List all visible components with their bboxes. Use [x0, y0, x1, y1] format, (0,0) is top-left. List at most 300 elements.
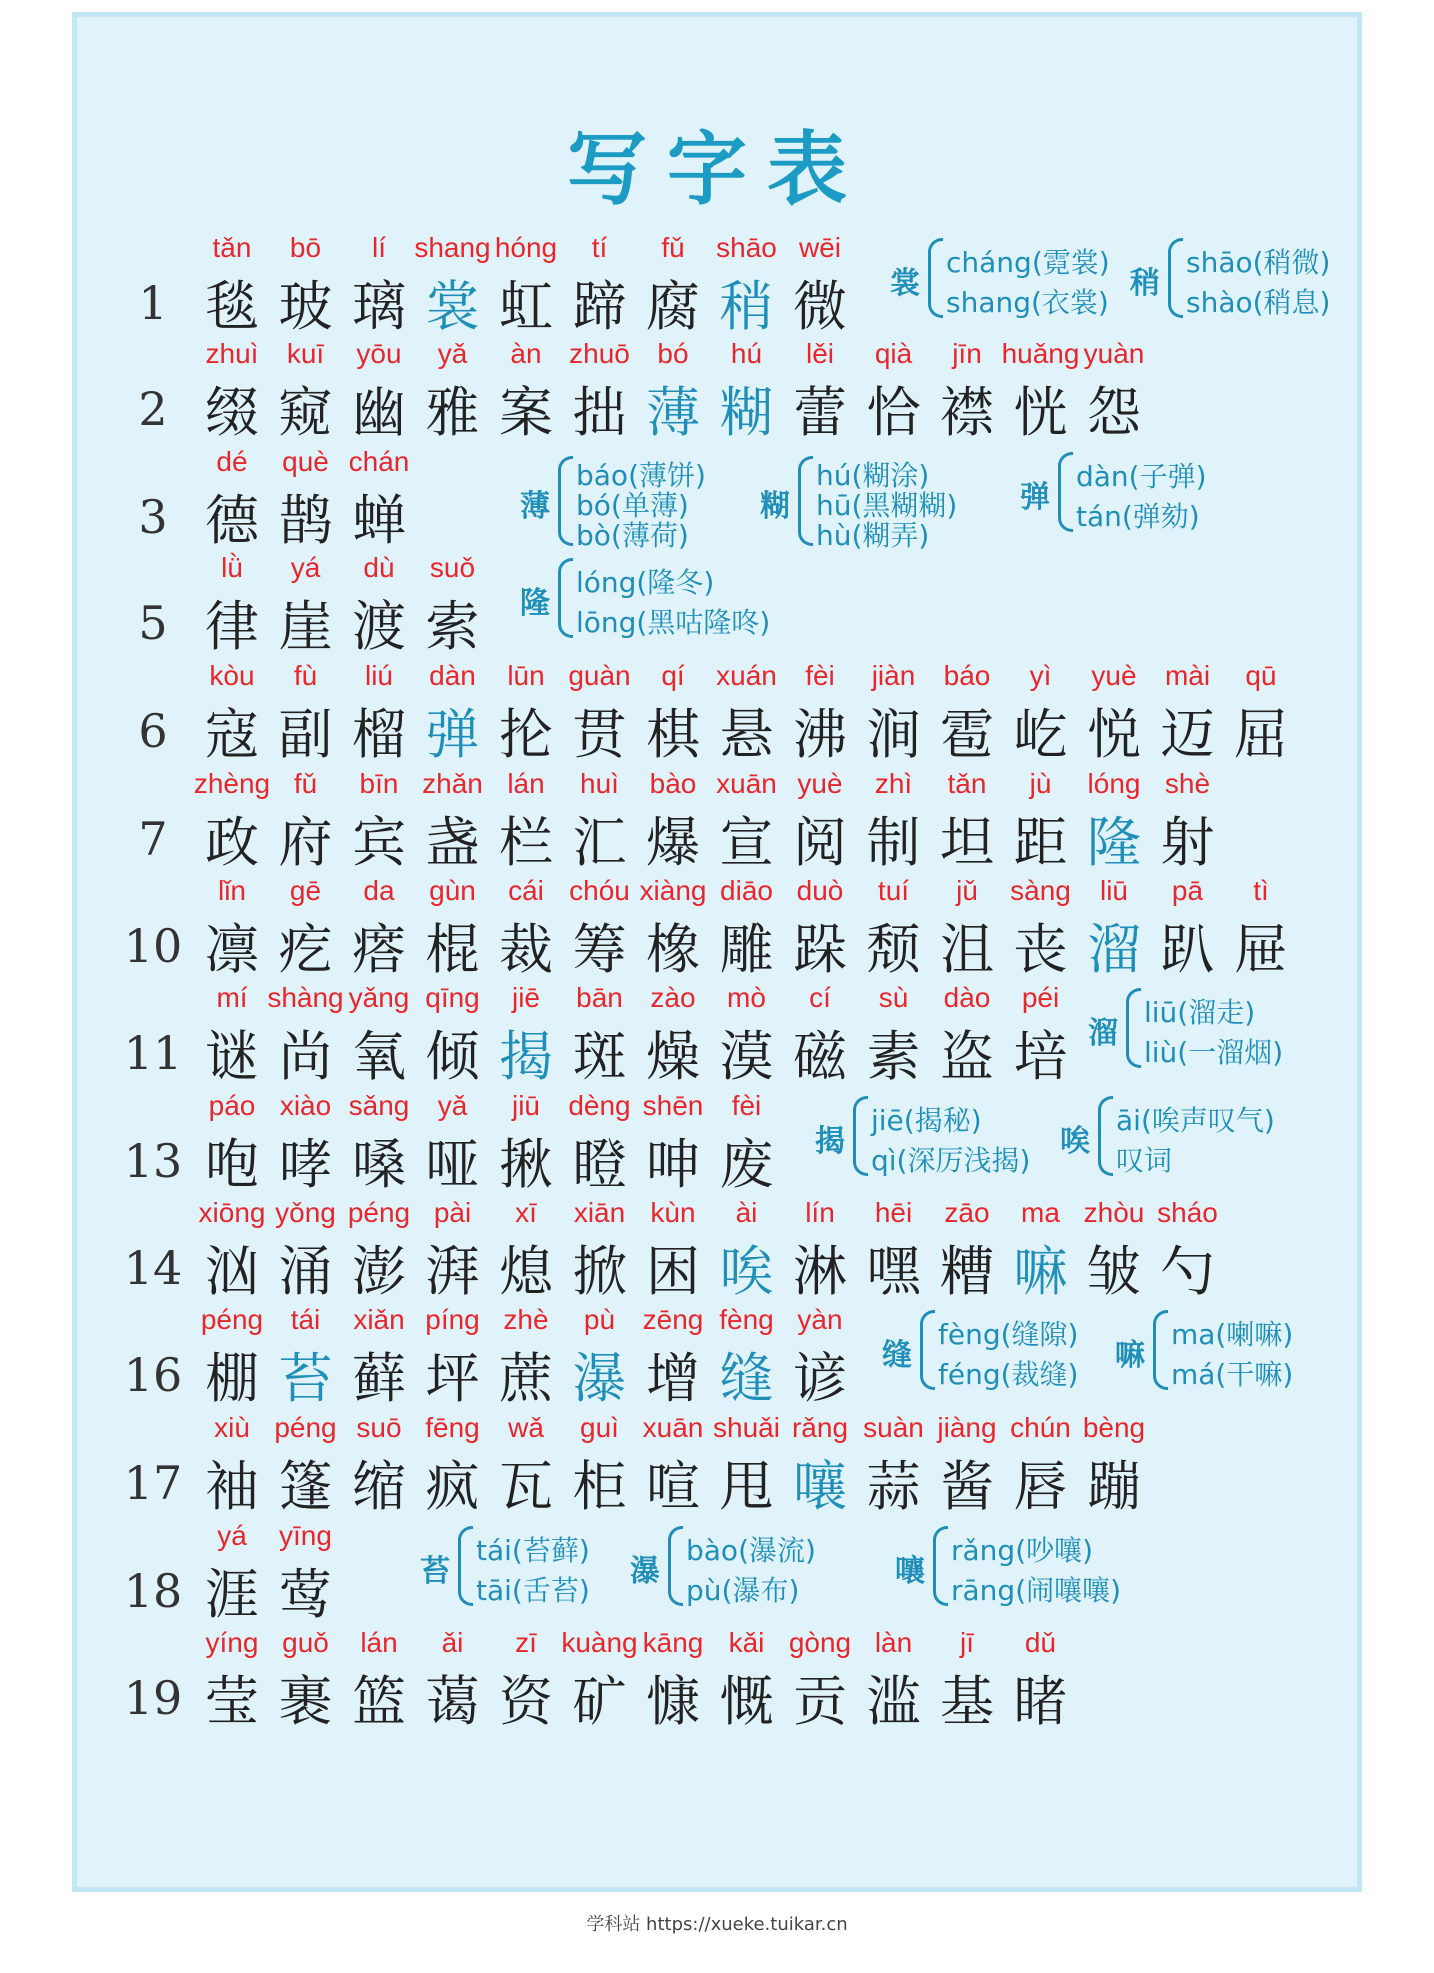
pinyin-label: dèng	[568, 1090, 631, 1121]
character: 皱	[1087, 1240, 1141, 1303]
pinyin-label: qí	[661, 660, 685, 691]
character: 苔	[278, 1347, 333, 1410]
polyphone-reading: rāng(闹嚷嚷)	[951, 1574, 1122, 1607]
polyphone-char: 薄	[520, 489, 550, 524]
pinyin-label: báo	[943, 660, 991, 691]
pinyin-label: kuàng	[561, 1627, 638, 1658]
pinyin-label: yōu	[356, 338, 402, 369]
brace-bracket	[920, 1310, 935, 1390]
pinyin-label: suàn	[863, 1412, 924, 1443]
character: 揪	[499, 1133, 553, 1196]
pinyin-label: kǎi	[728, 1627, 765, 1658]
character: 栏	[499, 811, 553, 874]
character: 棚	[205, 1347, 259, 1410]
character: 贡	[793, 1670, 847, 1733]
character: 屉	[1234, 918, 1288, 981]
pinyin-label: tái	[290, 1304, 321, 1335]
pinyin-label: huì	[580, 768, 619, 799]
pinyin-label: zhèng	[193, 768, 271, 799]
character: 弹	[425, 703, 480, 766]
word-cell	[1152, 766, 1224, 874]
character: 盗	[940, 1025, 994, 1088]
character: 涌	[278, 1240, 333, 1303]
character: 宣	[719, 811, 774, 874]
pinyin-label: fèi	[731, 1090, 762, 1121]
character: 寇	[205, 703, 259, 766]
polyphone-reading: tái(苔藓)	[476, 1534, 590, 1567]
pinyin-label: shang	[414, 232, 491, 263]
character: 睹	[1013, 1670, 1068, 1733]
pinyin-label: fèi	[805, 660, 835, 691]
lesson-number: 1	[138, 276, 168, 330]
pinyin-label: jiē	[511, 982, 540, 1013]
character: 缩	[352, 1455, 406, 1518]
character: 嘿	[866, 1240, 921, 1303]
polyphone-char: 揭	[815, 1124, 845, 1159]
pinyin-label: yuè	[1091, 660, 1137, 691]
character: 蔗	[499, 1347, 553, 1410]
word-cell	[1078, 1410, 1150, 1518]
polyphone-char: 裳	[890, 266, 920, 301]
footer-watermark: 学科站 https://xueke.tuikar.cn	[586, 1914, 848, 1935]
table-row	[0, 766, 1434, 874]
character: 渡	[352, 595, 406, 658]
character: 莺	[278, 1563, 333, 1626]
character: 裁	[499, 918, 553, 981]
word-cell	[1005, 1625, 1077, 1733]
character: 薄	[646, 381, 700, 444]
character: 揭	[499, 1025, 553, 1088]
character: 燥	[646, 1025, 700, 1088]
character: 溜	[1087, 918, 1141, 981]
pinyin-label: da	[363, 875, 395, 906]
character: 趴	[1160, 918, 1215, 981]
brace-bracket	[558, 456, 573, 546]
character: 涧	[866, 703, 921, 766]
polyphone-char: 弹	[1020, 480, 1050, 515]
pinyin-label: dé	[216, 446, 248, 477]
pinyin-label: cái	[508, 875, 544, 906]
pinyin-label: lěi	[805, 338, 834, 369]
pinyin-label: pù	[583, 1304, 616, 1335]
brace-bracket	[1058, 452, 1073, 532]
pinyin-label: zhòu	[1083, 1197, 1145, 1228]
pinyin-label: zhuì	[205, 338, 259, 369]
polyphone-char: 嚷	[895, 1554, 925, 1589]
polyphone-reading: liū(溜走)	[1144, 996, 1256, 1029]
polyphone-reading: cháng(霓裳)	[946, 246, 1110, 279]
word-cell	[1225, 873, 1297, 981]
table-row	[0, 444, 1434, 552]
character: 淋	[793, 1240, 847, 1303]
polyphone-char: 唉	[1060, 1124, 1090, 1159]
pinyin-label: lín	[805, 1197, 835, 1228]
pinyin-label: zhuō	[569, 338, 630, 369]
character: 副	[278, 703, 333, 766]
polyphone-reading: liù(一溜烟)	[1144, 1036, 1284, 1069]
character: 哑	[425, 1133, 480, 1196]
pinyin-label: shàng	[267, 982, 344, 1013]
brace-bracket	[1126, 988, 1141, 1068]
character: 崖	[278, 595, 333, 658]
character: 废	[719, 1133, 774, 1196]
character: 篮	[352, 1670, 406, 1733]
pinyin-label: dǔ	[1024, 1627, 1057, 1658]
pinyin-label: fèng	[719, 1304, 774, 1335]
character: 疙	[278, 918, 333, 981]
pinyin-label: fǔ	[293, 768, 318, 799]
character: 呻	[646, 1133, 700, 1196]
pinyin-label: péng	[200, 1304, 264, 1335]
character: 氧	[352, 1025, 406, 1088]
pinyin-label: jīn	[952, 338, 982, 369]
table-row	[0, 980, 1434, 1088]
word-cell	[784, 1302, 856, 1410]
pinyin-label: qià	[874, 338, 913, 369]
polyphone-reading: 叹词	[1116, 1144, 1173, 1177]
pinyin-label: kòu	[209, 660, 255, 691]
character: 湃	[425, 1240, 480, 1303]
character: 索	[425, 595, 480, 658]
polyphone-char: 糊	[760, 489, 790, 524]
character: 宾	[352, 811, 406, 874]
character: 迈	[1160, 703, 1215, 766]
pinyin-label: dù	[363, 552, 395, 583]
character: 丧	[1013, 918, 1068, 981]
character: 唉	[719, 1240, 774, 1303]
lesson-number: 2	[138, 382, 168, 436]
polyphone-reading: tán(弹劾)	[1076, 500, 1200, 533]
character: 裹	[278, 1670, 333, 1733]
pinyin-label: duò	[796, 875, 844, 906]
pinyin-label: chún	[1010, 1412, 1071, 1443]
pinyin-label: fēng	[425, 1412, 480, 1443]
polyphone-reading: lóng(隆冬)	[576, 566, 715, 599]
polyphone-char: 苔	[420, 1554, 450, 1589]
lesson-number: 13	[123, 1134, 183, 1188]
character: 酱	[940, 1455, 994, 1518]
character: 蝉	[352, 489, 406, 552]
pinyin-label: xiàng	[639, 875, 707, 906]
word-cell	[1078, 336, 1150, 444]
pinyin-label: tí	[591, 232, 608, 263]
character: 袖	[205, 1455, 259, 1518]
pinyin-label: yǒng	[275, 1197, 336, 1228]
pinyin-label: hú	[730, 338, 763, 369]
character: 棍	[425, 918, 480, 981]
character: 疯	[425, 1455, 480, 1518]
character: 坦	[940, 811, 994, 874]
brace-bracket	[1098, 1096, 1113, 1176]
pinyin-label: liū	[1099, 875, 1128, 906]
character: 瀑	[572, 1347, 627, 1410]
word-cell	[1152, 1195, 1224, 1303]
pinyin-label: guì	[580, 1412, 619, 1443]
pinyin-label: bān	[576, 982, 623, 1013]
character: 政	[205, 811, 259, 874]
lesson-number: 5	[138, 596, 168, 650]
word-cell	[270, 1518, 342, 1626]
pinyin-label: jiū	[511, 1090, 540, 1121]
pinyin-label: jī	[960, 1627, 974, 1658]
pinyin-label: làn	[874, 1627, 913, 1658]
character: 素	[866, 1025, 921, 1088]
pinyin-label: lǜ	[221, 552, 243, 583]
pinyin-label: péng	[274, 1412, 337, 1443]
table-row	[0, 336, 1434, 444]
character: 蒜	[866, 1455, 921, 1518]
pinyin-label: bō	[289, 232, 322, 263]
polyphone-char: 溜	[1088, 1016, 1118, 1051]
character: 案	[499, 381, 553, 444]
character: 蹄	[572, 275, 627, 338]
character: 澎	[352, 1240, 406, 1303]
pinyin-label: mò	[727, 982, 766, 1013]
pinyin-label: suǒ	[429, 552, 476, 583]
pinyin-label: tǎn	[212, 232, 252, 263]
polyphone-reading: ma(喇嘛)	[1171, 1318, 1294, 1351]
lesson-number: 18	[123, 1564, 183, 1618]
table-row	[0, 658, 1434, 766]
character: 襟	[940, 381, 994, 444]
brace-bracket	[933, 1526, 948, 1606]
pinyin-label: diāo	[720, 875, 773, 906]
pinyin-label: pā	[1171, 875, 1204, 906]
polyphone-reading: āi(唉声叹气)	[1116, 1104, 1275, 1137]
polyphone-reading: fèng(缝隙)	[938, 1318, 1079, 1351]
pinyin-label: péi	[1021, 982, 1060, 1013]
brace-bracket	[558, 558, 573, 638]
lesson-number: 11	[123, 1026, 183, 1080]
character: 屹	[1013, 703, 1068, 766]
pinyin-label: sǎng	[348, 1090, 410, 1121]
pinyin-label: guǒ	[282, 1627, 329, 1658]
character: 滥	[866, 1670, 921, 1733]
lesson-number: 19	[123, 1671, 183, 1725]
pinyin-label: yíng	[205, 1627, 259, 1658]
pinyin-label: zāo	[944, 1197, 990, 1228]
character: 雹	[940, 703, 994, 766]
character: 阅	[793, 811, 847, 874]
pinyin-label: kuī	[286, 338, 325, 369]
brace-bracket	[928, 238, 943, 318]
character: 喧	[646, 1455, 700, 1518]
polyphone-reading: hū(黑糊糊)	[816, 489, 958, 522]
character: 幽	[352, 381, 406, 444]
pinyin-label: páo	[208, 1090, 256, 1121]
character: 基	[940, 1670, 994, 1733]
pinyin-label: huǎng	[1001, 338, 1080, 369]
pinyin-label: xiǎn	[353, 1304, 405, 1335]
character: 鹊	[278, 489, 333, 552]
pinyin-label: lūn	[507, 660, 545, 691]
character: 雅	[425, 381, 480, 444]
word-cell	[343, 444, 415, 552]
character: 腐	[646, 275, 700, 338]
character: 屈	[1234, 703, 1288, 766]
character: 谚	[793, 1347, 847, 1410]
character: 制	[866, 811, 921, 874]
pinyin-label: shāo	[716, 232, 777, 263]
pinyin-label: gùn	[429, 875, 476, 906]
character: 橡	[646, 918, 700, 981]
pinyin-label: rǎng	[791, 1412, 849, 1443]
pinyin-label: fǔ	[661, 232, 685, 263]
pinyin-label: zēng	[642, 1304, 704, 1335]
pinyin-label: lóng	[1087, 768, 1141, 799]
pinyin-label: yǎ	[437, 338, 468, 369]
pinyin-label: bèng	[1082, 1412, 1146, 1443]
character: 蹦	[1087, 1455, 1141, 1518]
character: 毯	[205, 275, 259, 338]
pinyin-label: ài	[735, 1197, 758, 1228]
character: 柜	[572, 1455, 627, 1518]
pinyin-label: zào	[650, 982, 696, 1013]
character: 矿	[572, 1670, 627, 1733]
pinyin-label: kùn	[650, 1197, 696, 1228]
character: 玻	[278, 275, 333, 338]
character: 射	[1160, 811, 1215, 874]
character: 隆	[1087, 811, 1141, 874]
polyphone-char: 稍	[1130, 266, 1160, 301]
character: 缝	[719, 1347, 774, 1410]
pinyin-label: zhì	[874, 768, 913, 799]
character: 棋	[646, 703, 700, 766]
lesson-number: 3	[138, 490, 168, 544]
pinyin-label: gòng	[788, 1627, 852, 1658]
character: 虹	[499, 275, 553, 338]
polyphone-char: 隆	[520, 586, 550, 621]
pinyin-label: xiào	[279, 1090, 332, 1121]
polyphone-reading: bò(薄荷)	[576, 519, 689, 552]
character: 颓	[866, 918, 921, 981]
polyphone-reading: hù(糊弄)	[816, 519, 930, 552]
pinyin-label: píng	[425, 1304, 480, 1335]
pinyin-label: shè	[1164, 768, 1211, 799]
lesson-number: 17	[123, 1456, 183, 1510]
pinyin-label: xiān	[573, 1197, 626, 1228]
table-row	[0, 230, 1434, 338]
pinyin-label: ǎi	[441, 1627, 464, 1658]
polyphone-char: 缝	[882, 1338, 912, 1373]
brace-bracket	[458, 1526, 473, 1606]
word-cell	[784, 230, 856, 338]
pinyin-label: xuán	[716, 660, 777, 691]
pinyin-label: sháo	[1157, 1197, 1218, 1228]
table-row	[0, 1302, 1434, 1410]
polyphone-reading: má(干嘛)	[1171, 1358, 1294, 1391]
character: 凛	[205, 918, 259, 981]
polyphone-reading: shào(稍息)	[1186, 286, 1331, 319]
character: 雕	[719, 918, 774, 981]
lesson-number: 14	[123, 1241, 183, 1295]
character: 嗓	[352, 1133, 406, 1196]
pinyin-label: yuàn	[1083, 338, 1145, 369]
character: 谜	[205, 1025, 259, 1088]
table-row	[0, 1195, 1434, 1303]
pinyin-label: qīng	[425, 982, 480, 1013]
lesson-number: 16	[123, 1348, 183, 1402]
character: 培	[1013, 1025, 1068, 1088]
table-row	[0, 873, 1434, 981]
pinyin-label: lǐn	[217, 875, 246, 906]
character: 漠	[719, 1025, 774, 1088]
pinyin-label: suō	[356, 1412, 402, 1443]
polyphone-reading: shang(衣裳)	[946, 286, 1109, 319]
word-cell	[1225, 658, 1297, 766]
brace-bracket	[1168, 238, 1183, 318]
character: 哮	[278, 1133, 333, 1196]
character: 微	[793, 275, 847, 338]
character: 掀	[572, 1240, 627, 1303]
pinyin-label: yì	[1029, 660, 1052, 691]
polyphone-reading: pù(瀑布)	[686, 1574, 800, 1607]
word-cell	[417, 550, 489, 658]
character: 篷	[278, 1455, 333, 1518]
brace-bracket	[1153, 1310, 1168, 1390]
character: 悦	[1087, 703, 1141, 766]
pinyin-label: jǔ	[956, 875, 978, 906]
character: 抡	[499, 703, 553, 766]
word-cell	[1005, 980, 1077, 1088]
character: 律	[205, 595, 259, 658]
polyphone-char: 嘛	[1115, 1338, 1145, 1373]
character: 瓦	[499, 1455, 553, 1518]
pinyin-label: sù	[878, 982, 909, 1013]
character: 糟	[940, 1240, 994, 1303]
character: 窥	[278, 381, 333, 444]
pinyin-label: tuí	[877, 875, 910, 906]
character: 藓	[352, 1347, 406, 1410]
character: 府	[278, 811, 333, 874]
character: 倾	[425, 1025, 480, 1088]
character: 涯	[205, 1563, 259, 1626]
pinyin-label: mí	[216, 982, 248, 1013]
character: 唇	[1013, 1455, 1068, 1518]
polyphone-reading: qì(深厉浅揭)	[871, 1144, 1031, 1177]
character: 贯	[572, 703, 627, 766]
character: 困	[646, 1240, 700, 1303]
pinyin-label: dàn	[429, 660, 476, 691]
pinyin-label: chán	[348, 446, 410, 477]
brace-bracket	[853, 1096, 868, 1176]
character: 汹	[205, 1240, 259, 1303]
pinyin-label: yīng	[279, 1520, 332, 1551]
pinyin-label: zhǎn	[422, 768, 483, 799]
pinyin-label: bīn	[359, 768, 399, 799]
polyphone-reading: lōng(黑咕隆咚)	[576, 606, 771, 639]
polyphone-reading: báo(薄饼)	[576, 459, 706, 492]
pinyin-label: kāng	[642, 1627, 704, 1658]
pinyin-label: què	[282, 446, 329, 477]
character: 盏	[425, 811, 480, 874]
pinyin-label: sàng	[1010, 875, 1071, 906]
character: 沮	[940, 918, 994, 981]
character: 坪	[425, 1347, 480, 1410]
character: 资	[499, 1670, 553, 1733]
lesson-number: 6	[138, 704, 168, 758]
character: 熄	[499, 1240, 553, 1303]
character: 爆	[646, 811, 700, 874]
pinyin-label: yá	[290, 552, 321, 583]
polyphone-reading: bào(瀑流)	[686, 1534, 816, 1567]
pinyin-label: yá	[217, 1520, 247, 1551]
pinyin-label: lán	[360, 1627, 398, 1658]
character: 慷	[646, 1670, 700, 1733]
pinyin-label: lí	[372, 232, 386, 263]
character: 磁	[793, 1025, 847, 1088]
pinyin-label: liú	[364, 660, 393, 691]
